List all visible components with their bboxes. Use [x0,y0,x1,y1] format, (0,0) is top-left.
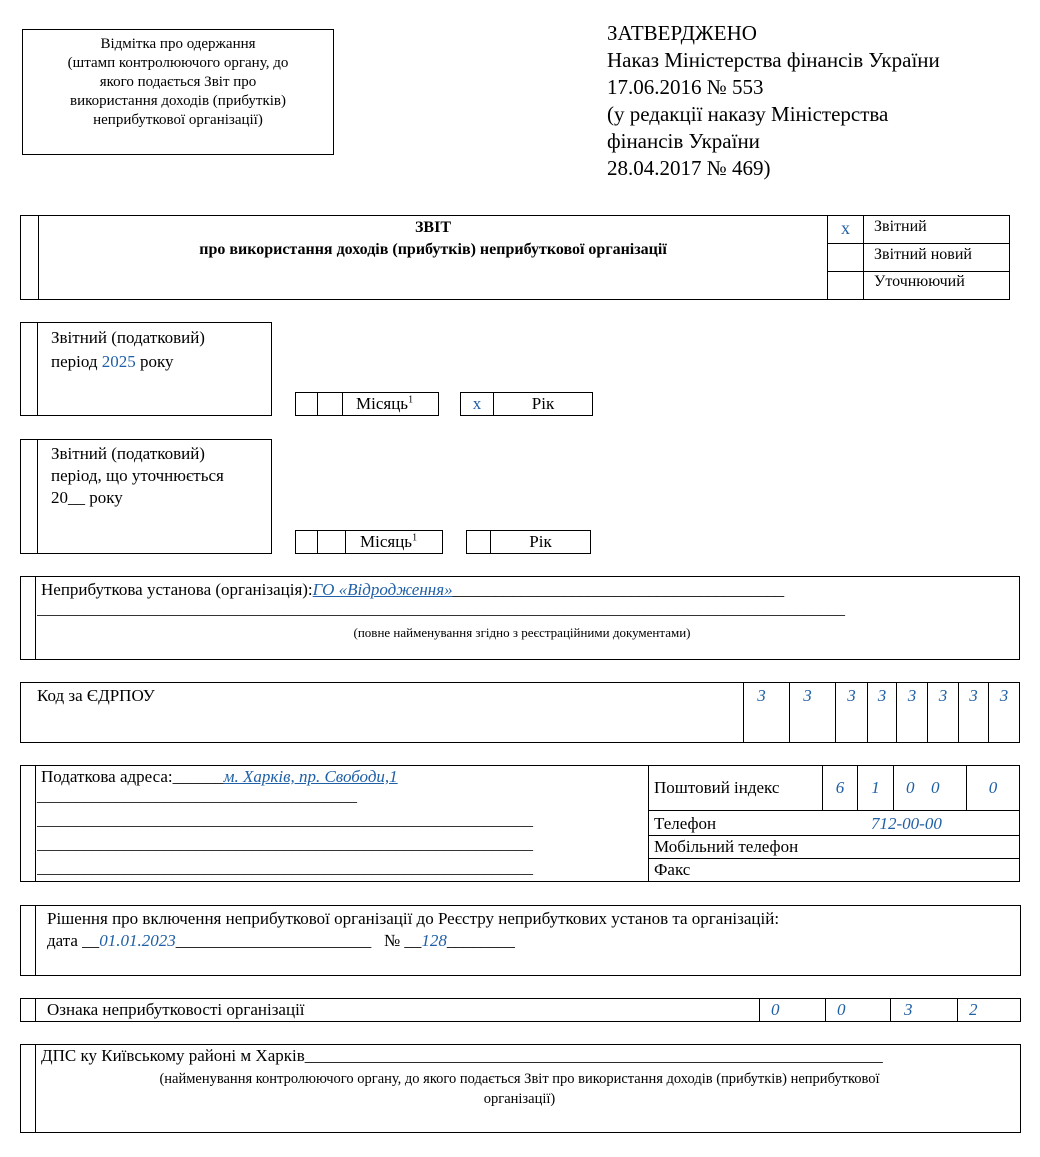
registry-number-label: № __ [383,931,422,950]
corrected-period-line: період, що уточнюється [51,466,224,485]
nonprofit-sign-box [20,998,1021,1022]
stamp-line: (штамп контролюючого органу, до [67,55,289,71]
month-footnote: 1 [408,394,414,406]
sign-digit[interactable]: 3 [904,1000,913,1019]
edrpou-digit[interactable]: 3 [969,686,978,705]
approval-line: (у редакції наказу Міністерства [607,102,889,126]
stamp-line: якого подається Звіт про [99,74,257,90]
edrpou-digit[interactable]: 3 [877,686,887,705]
stamp-line: неприбуткової організації) [93,112,263,128]
edrpou-digit[interactable]: 3 [803,686,812,705]
authority-box: ДПС ку Київському районі м Харків____________________________________________________________________ (найменування контролюючого органу, до якого подається Звіт про використання доходів (прибутків) неприбуткової організації) [20,1044,1021,1133]
address-line: ______________________________________________________________ [37,860,533,877]
postal-digit[interactable]: 6 [835,778,845,797]
edrpou-label: Код за ЄДРПОУ [37,686,155,705]
period-box [20,322,272,416]
period-line1: Звітний (податковий) [51,328,205,347]
edrpou-box [20,682,1020,743]
report-subtitle: про використання доходів (прибутків) неприбуткової організації [199,241,667,258]
organization-caption: (повне найменування згідно з реєстраційними документами) [353,625,691,640]
receipt-stamp-box [22,29,334,155]
year-box-corrected [466,530,591,554]
report-type-label: Уточнюючий [874,273,965,290]
approval-line: 17.06.2016 № 553 [607,75,764,99]
authority-name[interactable]: ДПС ку Київському районі м Харків [41,1046,305,1065]
month-label: Місяць [356,394,409,413]
registry-box: Рішення про включення неприбуткової організації до Реєстру неприбуткових установ та організацій: дата __01.01.2023_______________________ № __128________ [20,905,1021,976]
report-title-box [20,215,1010,300]
authority-caption: (найменування контролюючого органу, до якого подається Звіт про використання доходів (прибутків) неприбуткової [159,1071,880,1087]
report-type-label: Звітний новий [874,246,972,263]
postal-digit[interactable]: 0 [906,778,915,797]
period-line2: період 2025 року [51,352,174,371]
address-line: ________________________________________ [37,788,357,805]
postal-digit[interactable]: 0 [988,778,998,797]
approval-line: ЗАТВЕРДЖЕНО [607,21,757,45]
edrpou-digit[interactable]: 3 [847,686,856,705]
report-title: ЗВІТ [414,219,451,236]
year-mark[interactable]: х [472,394,482,413]
corrected-period-line: Звітний (податковий) [51,444,205,463]
corrected-period-box [20,439,272,554]
address-label: Податкова адреса: [41,767,173,786]
sign-digit[interactable]: 0 [837,1000,846,1019]
period-year[interactable]: 2025 [101,352,136,371]
year-label: Рік [529,532,552,551]
address-box: Податкова адреса:______м. Харків, пр. Свободи,1 ________________________________________ ______________________________________________________________ ______________________________________________________________ ______________________________________________________________ Поштовий індекс 6 1 0 0 0 Телефон 712-00-00 Мобільний телефон Факс [20,765,1020,882]
organization-label: Неприбуткова установа (організація): [41,580,313,599]
stamp-line: Відмітка про одержання [100,36,256,52]
approval-line: фінансів України [607,129,760,153]
address-line: ______________________________________________________________ [37,836,533,853]
approval-line: 28.04.2017 № 469) [607,156,771,180]
approval-line: Наказ Міністерства фінансів України [607,48,940,72]
sign-label: Ознака неприбутковості організації [47,1000,305,1019]
year-box [460,392,593,416]
edrpou-digit[interactable]: 3 [907,686,917,705]
year-label: Рік [531,394,555,413]
approval-block [607,20,1027,182]
mobile-label: Мобільний телефон [654,837,799,856]
organization-name[interactable]: ГО «Відродження» [312,580,453,599]
address-value[interactable]: м. Харків, пр. Свободи,1 [223,767,398,786]
edrpou-digit[interactable]: 3 [757,686,766,705]
phone-label: Телефон [654,814,717,833]
organization-underline: _____________________________________________________________________________________________________ [37,601,845,618]
edrpou-digit[interactable]: 3 [938,686,948,705]
address-line: ______________________________________________________________ [37,812,533,829]
registry-date[interactable]: 01.01.2023 [99,931,176,950]
sign-digit[interactable]: 2 [969,1000,978,1019]
month-label: Місяць [360,532,413,551]
edrpou-digit[interactable]: 3 [999,686,1009,705]
report-type-mark[interactable]: х [841,218,850,238]
fax-label: Факс [654,860,691,879]
phone-value[interactable]: 712-00-00 [871,814,942,833]
corrected-period-line[interactable]: 20__ року [51,488,123,507]
month-footnote: 1 [412,532,418,544]
postal-digit[interactable]: 1 [871,778,880,797]
postal-label: Поштовий індекс [654,778,780,797]
month-box [295,392,439,416]
registry-number[interactable]: 128 [421,931,447,950]
month-box-corrected [295,530,443,554]
registry-date-label: дата __ [47,931,100,950]
authority-caption: організації) [483,1091,556,1107]
stamp-line: використання доходів (прибутків) [69,93,286,109]
sign-digit[interactable]: 0 [771,1000,780,1019]
report-type-label: Звітний [874,218,927,235]
registry-text: Рішення про включення неприбуткової організації до Реєстру неприбуткових установ та організацій: [47,909,780,928]
postal-digit[interactable]: 0 [931,778,940,797]
organization-box: Неприбуткова установа (організація):ГО «Відродження»_______________________________________ _____________________________________________________________________________________________________ (повне найменування згідно з реєстраційними документами) [20,576,1020,660]
